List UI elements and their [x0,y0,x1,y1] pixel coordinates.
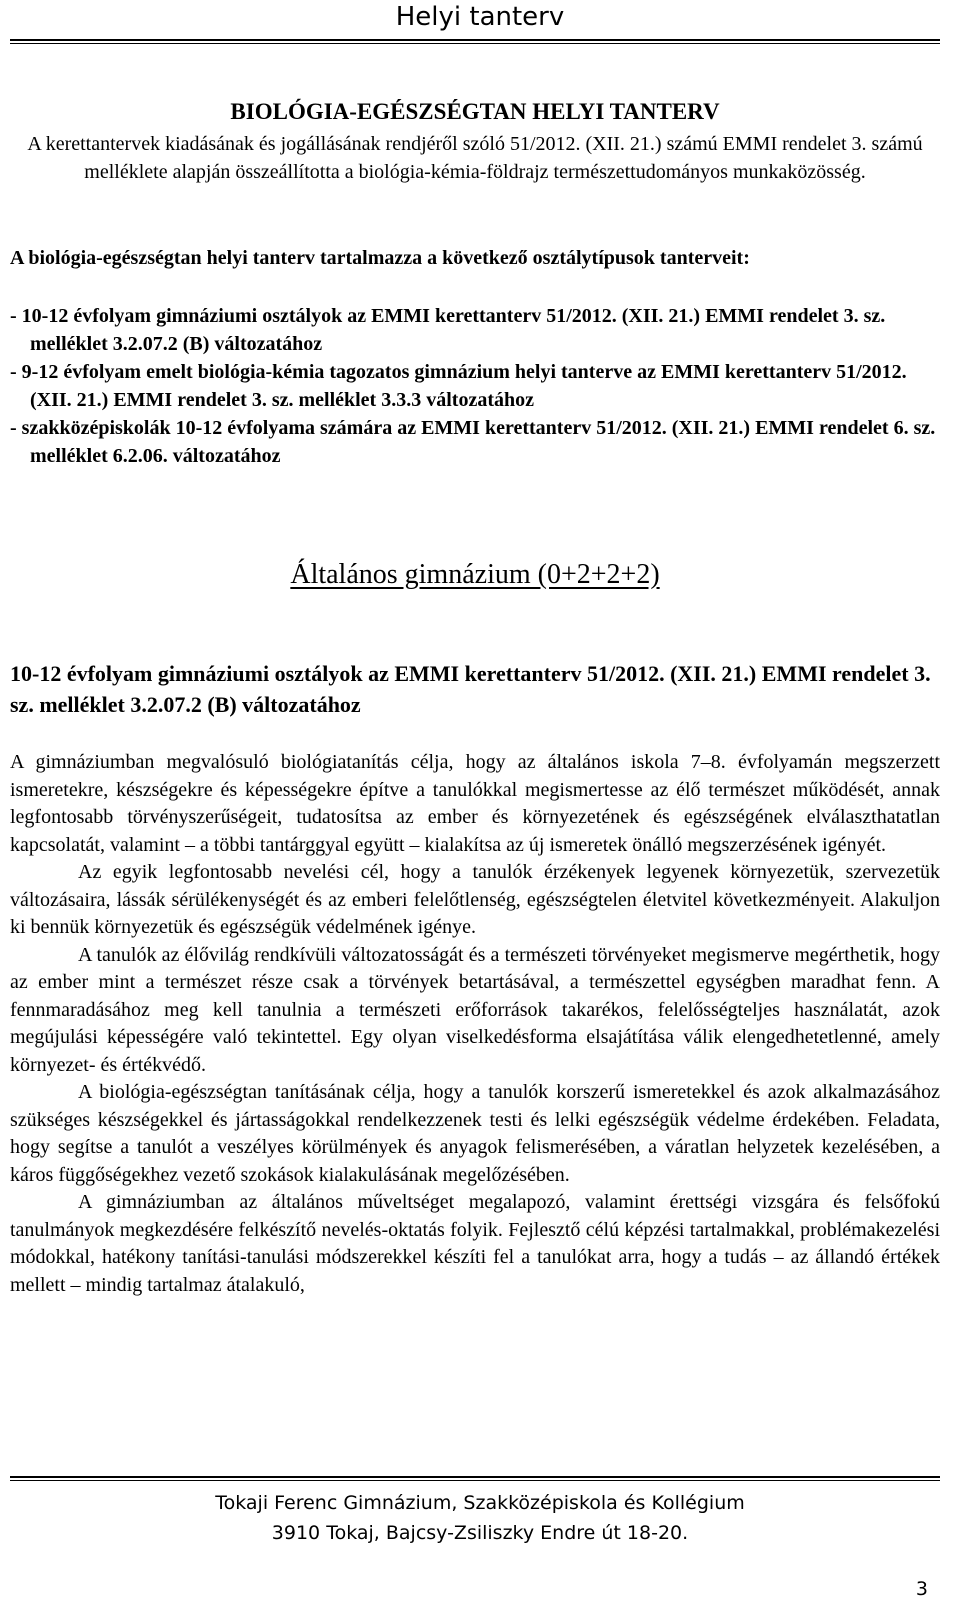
paragraph: A biológia-egészségtan tanításának célja, hogy a tanulók korszerű ismeretekkel és azok alkalmazásához szükséges készségekkel és jártasságokkal rendelkezzenek testi és lelki egészségük védelme érdekében. Feladata, hogy segítse a tanulót a veszélyes körülmények és anyagok felismerésében, a váratlan helyzetek kezelésében, a káros függőségekhez vezető szokások kialakulásának megelőzésében. [10,1081,940,1186]
footer-school-name: Tokaji Ferenc Gimnázium, Szakközépiskola és Kollégium [215,1492,745,1514]
list-item: - szakközépiskolák 10-12 évfolyama számára az EMMI kerettanterv 51/2012. (XII. 21.) EMMI rendelet 6. sz. melléklet 6.2.06. változatához [10,417,936,467]
paragraph: A tanulók az élővilág rendkívüli változatosságát és a természeti törvényeket megismerve megérthetik, hogy az ember mint a természet része csak a törvények betartásával, a természettel egységben maradhat fenn. A fennmaradásához meg kell tanulnia a természeti erőforrások takarékos, felelősségteljes használatát, azok megújulási képességére való tekintettel. Egy olyan viselkedésforma elsajátítása válik elengedhetetlenné, amely környezet- és értékvédő. [10,943,940,1076]
footer-divider [10,1476,940,1478]
intro-text: A biológia-egészségtan helyi tanterv tartalmazza a következő osztálytípusok tanterveit: [10,247,750,269]
paragraph: A gimnáziumban megvalósuló biológiatanítás célja, hogy az általános iskola 7–8. évfolyamán megszerzett ismeretekre, készségekre és képességekre építve a tanulókkal megismertesse az élő természet működését, annak legfontosabb törvényszerűségeit, tudatosítsa az ember és környezetének és egészségének elválaszthatatlan kapcsolatát, valamint – a többi tantárggyal együtt – kialakítsa az új ismeretek önálló megszerzésének igényét. [10,751,940,856]
subsection-title: 10-12 évfolyam gimnáziumi osztályok az EMMI kerettanterv 51/2012. (XII. 21.) EMMI rendelet 3. sz. melléklet 3.2.07.2 (B) változatához [10,661,931,717]
document-subtitle: A kerettantervek kiadásának és jogállásának rendjéről szóló 51/2012. (XII. 21.) számú EMMI rendelet 3. számú melléklete alapján összeállította a biológia-kémia-földrajz természettudományos munkaközösség. [27,133,923,183]
page-header-title: Helyi tanterv [395,2,565,32]
list-item: - 9-12 évfolyam emelt biológia-kémia tagozatos gimnázium helyi tanterve az EMMI kerettanterv 51/2012. (XII. 21.) EMMI rendelet 3. sz. melléklet 3.3.3 változatához [10,361,907,411]
page-number: 3 [915,1578,928,1600]
header-divider [10,39,940,41]
body-text [10,749,940,1299]
header-divider-thin [10,43,940,44]
document-title: BIOLÓGIA-EGÉSZSÉGTAN HELYI TANTERV [230,99,720,124]
class-type-list [10,302,940,470]
paragraph: Az egyik legfontosabb nevelési cél, hogy a tanulók érzékenyek legyenek környezetük, szervezetük változásaira, lássák sérülékenységét és az emberi felelőtlenség, egészségtelen életvitel következményeit. Alakuljon ki bennük környezetük és egészségük védelmének igénye. [10,861,940,938]
paragraph: A gimnáziumban az általános műveltséget megalapozó, valamint érettségi vizsgára és felsőfokú tanulmányok megkezdésére felkészítő nevelés-oktatás folyik. Fejlesztő célú képzési tartalmakkal, problémakezelési módokkal, hatékony tanítási-tanulási módszerekkel készíti fel a tanulókat arra, hogy a tudás – az állandó értékek mellett – mindig tartalmaz átalakuló, [10,1191,940,1296]
section-title: Általános gimnázium (0+2+2+2) [290,559,660,590]
footer-divider-thin [10,1480,940,1481]
list-item: - 10-12 évfolyam gimnáziumi osztályok az EMMI kerettanterv 51/2012. (XII. 21.) EMMI rendelet 3. sz. melléklet 3.2.07.2 (B) változatához [10,305,886,355]
footer-address: 3910 Tokaj, Bajcsy-Zsiliszky Endre út 18-20. [271,1522,689,1544]
